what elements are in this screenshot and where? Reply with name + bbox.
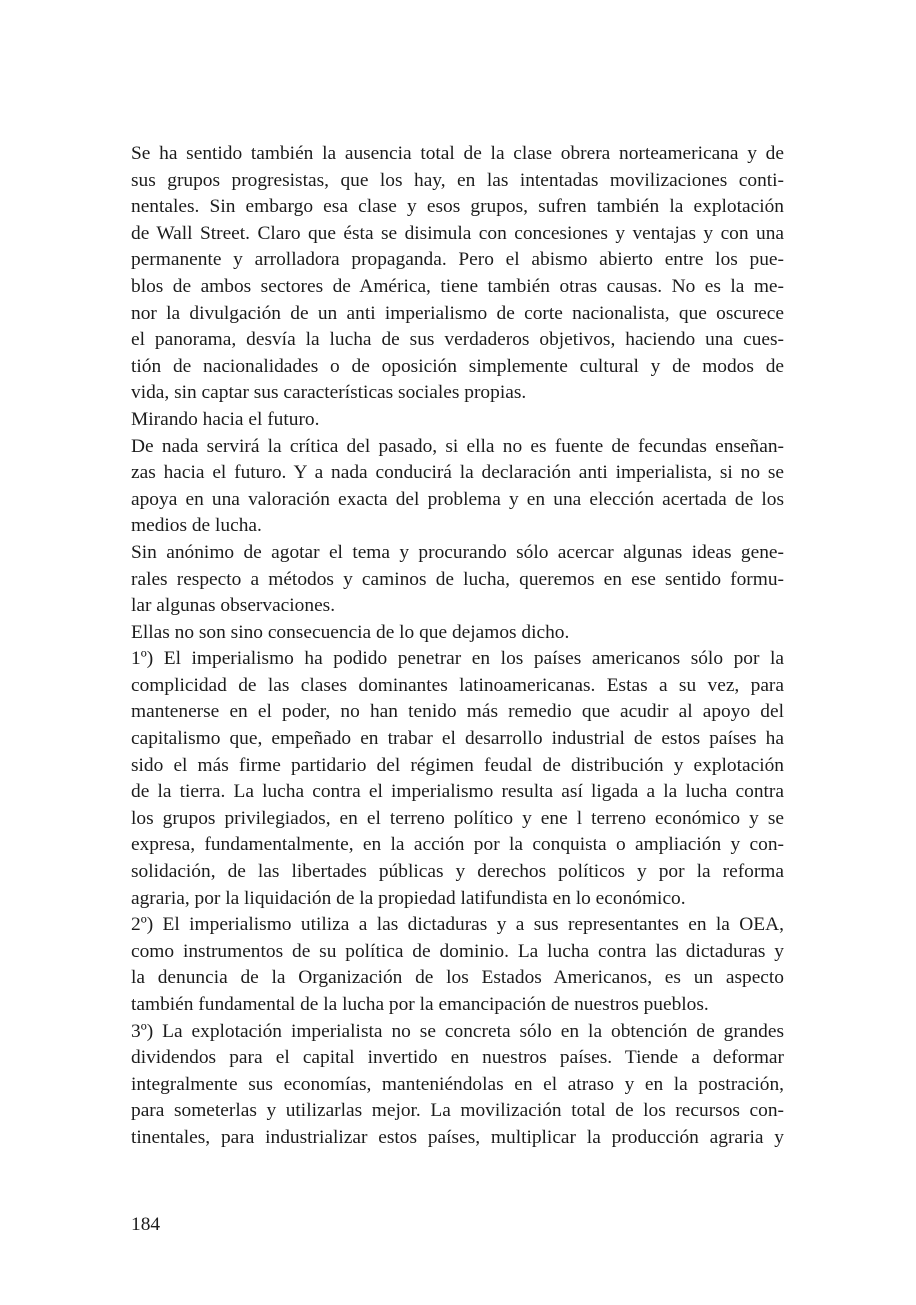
text-line: nor la divulgación de un anti imperialismo de corte nacionalista, que oscurece — [131, 302, 784, 324]
text-line: el panorama, desvía la lucha de sus verdaderos objetivos, haciendo una cues- — [131, 329, 784, 351]
text-line: la denuncia de la Organización de los Estados Americanos, es un aspecto — [131, 967, 784, 989]
text-line: complicidad de las clases dominantes latinoamericanas. Estas a su vez, para — [131, 674, 784, 696]
text-line: agraria, por la liquidación de la propiedad latifundista en lo económico. — [131, 887, 686, 909]
body-text — [131, 141, 784, 1152]
text-line: mantenerse en el poder, no han tenido más remedio que acudir al apoyo del — [131, 701, 784, 723]
text-line: medios de lucha. — [131, 515, 262, 537]
text-line: Ellas no son sino consecuencia de lo que dejamos dicho. — [131, 621, 570, 643]
text-line: blos de ambos sectores de América, tiene también otras causas. No es la me- — [131, 275, 784, 297]
text-line: De nada servirá la crítica del pasado, si ella no es fuente de fecundas enseñan- — [131, 435, 784, 457]
text-line: sido el más firme partidario del régimen feudal de distribución y explotación — [131, 754, 784, 776]
text-line: Mirando hacia el futuro. — [131, 408, 320, 430]
text-line: 2º) El imperialismo utiliza a las dictaduras y a sus representantes en la OEA, — [131, 914, 784, 936]
text-line: dividendos para el capital invertido en nuestros países. Tiende a deformar — [131, 1047, 784, 1069]
text-line: Se ha sentido también la ausencia total de la clase obrera norteamericana y de — [131, 143, 784, 164]
text-line: permanente y arrolladora propaganda. Pero el abismo abierto entre los pue- — [131, 249, 784, 271]
text-line: capitalismo que, empeñado en trabar el desarrollo industrial de estos países ha — [131, 728, 784, 750]
text-line: 1º) El imperialismo ha podido penetrar en los países americanos sólo por la — [131, 648, 784, 670]
text-line: lar algunas observaciones. — [131, 595, 336, 617]
page-number: 184 — [131, 1214, 161, 1235]
text-line: de la tierra. La lucha contra el imperialismo resulta así ligada a la lucha contra — [131, 781, 784, 803]
text-line: vida, sin captar sus características sociales propias. — [131, 382, 527, 404]
text-line: sus grupos progresistas, que los hay, en las intentadas movilizaciones conti- — [131, 169, 784, 191]
text-line: los grupos privilegiados, en el terreno político y ene l terreno económico y se — [131, 807, 784, 829]
text-line: como instrumentos de su política de dominio. La lucha contra las dictaduras y — [131, 940, 784, 962]
text-line: también fundamental de la lucha por la emancipación de nuestros pueblos. — [131, 994, 709, 1015]
text-line: expresa, fundamentalmente, en la acción por la conquista o ampliación y con- — [131, 834, 784, 856]
text-line: tión de nacionalidades o de oposición simplemente cultural y de modos de — [131, 355, 784, 377]
text-line: de Wall Street. Claro que ésta se disimula con concesiones y ventajas y con una — [131, 222, 784, 244]
text-line: Sin anónimo de agotar el tema y procurando sólo acercar algunas ideas gene- — [131, 541, 784, 563]
text-line: integralmente sus economías, manteniéndolas en el atraso y en la postración, — [131, 1073, 784, 1095]
text-line: rales respecto a métodos y caminos de lucha, queremos en ese sentido formu- — [131, 568, 784, 590]
text-line: para someterlas y utilizarlas mejor. La movilización total de los recursos con- — [131, 1100, 784, 1122]
text-line: apoya en una valoración exacta del problema y en una elección acertada de los — [131, 488, 784, 510]
text-line: zas hacia el futuro. Y a nada conducirá la declaración anti imperialista, si no se — [131, 462, 784, 484]
text-line: tinentales, para industrializar estos países, multiplicar la producción agraria y — [131, 1126, 784, 1148]
text-line: 3º) La explotación imperialista no se concreta sólo en la obtención de grandes — [131, 1020, 784, 1042]
text-line: solidación, de las libertades públicas y derechos políticos y por la reforma — [131, 861, 784, 883]
text-line: nentales. Sin embargo esa clase y esos grupos, sufren también la explotación — [131, 196, 784, 218]
